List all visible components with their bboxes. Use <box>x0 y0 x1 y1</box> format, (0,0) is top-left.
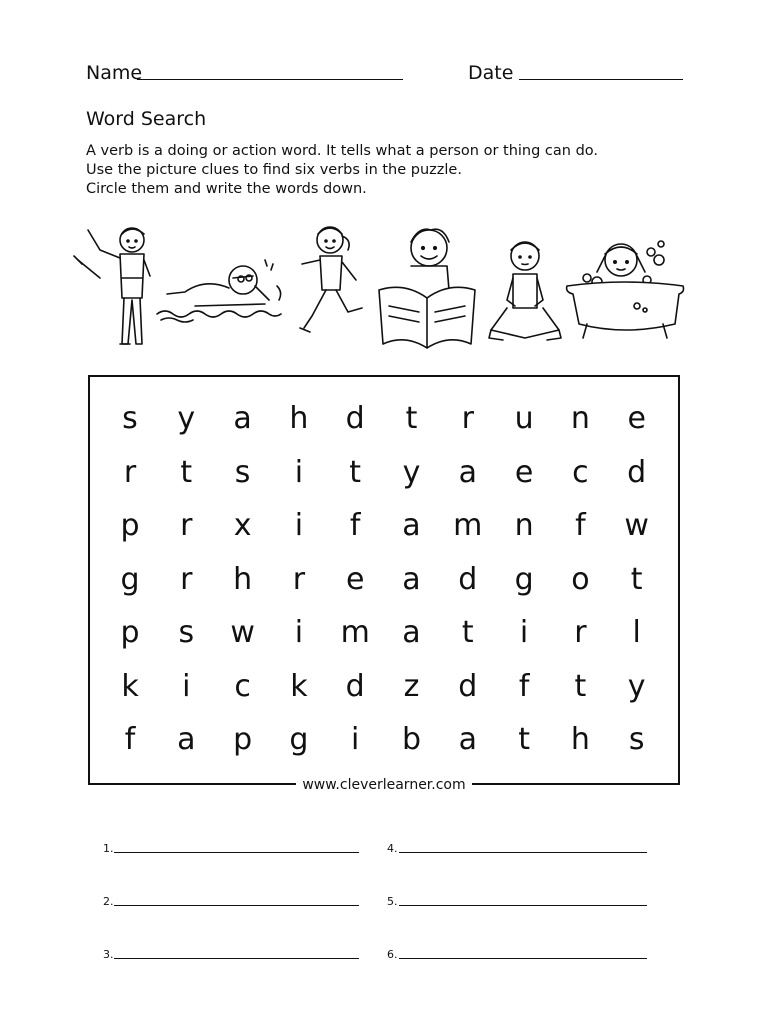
grid-letter[interactable]: i <box>182 668 191 704</box>
worksheet-title: Word Search <box>86 108 207 130</box>
grid-letter[interactable]: i <box>294 615 304 650</box>
grid-letter[interactable]: d <box>458 561 478 597</box>
grid-letter[interactable]: y <box>177 401 196 436</box>
grid-letter[interactable]: e <box>345 561 365 597</box>
grid-letter[interactable]: x <box>233 508 252 543</box>
date-label: Date <box>468 62 514 84</box>
grid-row <box>90 660 678 714</box>
grid-letter[interactable]: t <box>349 454 362 490</box>
grid-letter[interactable]: a <box>402 615 421 650</box>
grid-letter[interactable]: i <box>294 508 304 543</box>
grid-letter[interactable]: h <box>289 401 309 436</box>
word-search-grid[interactable] <box>88 375 680 785</box>
grid-letter[interactable]: w <box>624 508 649 543</box>
instruction-line: A verb is a doing or action word. It tells what a person or thing can do. <box>86 143 599 159</box>
grid-letter[interactable]: o <box>571 561 590 597</box>
answer-number: 6. <box>387 948 398 961</box>
answer-number: 5. <box>387 895 398 908</box>
grid-letter[interactable]: s <box>122 401 138 436</box>
bathing-child-icon <box>563 220 688 355</box>
grid-letter[interactable]: n <box>570 401 590 436</box>
answer-line[interactable] <box>399 852 647 853</box>
grid-letter[interactable]: h <box>233 561 253 597</box>
answer-line[interactable] <box>114 852 359 853</box>
grid-letter[interactable]: g <box>120 561 140 597</box>
website-url: www.cleverlearner.com <box>0 774 768 793</box>
answer-number: 3. <box>103 948 114 961</box>
grid-letter[interactable]: m <box>453 508 483 543</box>
grid-letter[interactable]: u <box>514 401 534 436</box>
answer-line[interactable] <box>399 958 647 959</box>
grid-letter[interactable]: i <box>519 615 529 650</box>
grid-row <box>90 446 678 500</box>
grid-letter[interactable]: e <box>514 454 534 490</box>
grid-letter[interactable]: c <box>572 454 589 490</box>
grid-letter[interactable]: r <box>574 615 587 650</box>
grid-letter[interactable]: y <box>402 454 421 490</box>
date-line[interactable] <box>519 79 683 80</box>
grid-letter[interactable]: a <box>458 454 477 490</box>
swimming-child-icon <box>155 220 285 355</box>
name-line[interactable] <box>137 79 403 80</box>
grid-letter[interactable]: d <box>345 401 365 436</box>
grid-letter[interactable]: r <box>180 508 193 543</box>
grid-letter[interactable]: r <box>292 561 306 597</box>
grid-letter[interactable]: t <box>630 561 643 597</box>
grid-letter[interactable]: c <box>234 668 251 704</box>
grid-letter[interactable]: a <box>177 722 196 757</box>
grid-letter[interactable]: b <box>401 722 422 757</box>
grid-letter[interactable]: a <box>233 401 252 436</box>
grid-row <box>90 553 678 607</box>
grid-letter[interactable]: l <box>632 615 641 650</box>
instruction-line: Use the picture clues to find six verbs in the puzzle. <box>86 162 462 178</box>
kicking-child-icon <box>70 220 155 355</box>
grid-letter[interactable]: p <box>233 722 253 757</box>
grid-letter[interactable]: d <box>627 454 647 490</box>
sitting-child-icon <box>485 220 565 355</box>
grid-letter[interactable]: p <box>120 508 140 543</box>
grid-letter[interactable]: i <box>294 454 304 490</box>
grid-letter[interactable]: g <box>514 561 534 597</box>
grid-letter[interactable]: i <box>351 722 360 757</box>
grid-row <box>90 499 678 553</box>
answer-line[interactable] <box>399 905 647 906</box>
grid-letter[interactable]: r <box>180 561 193 597</box>
grid-letter[interactable]: m <box>340 615 370 650</box>
grid-letter[interactable]: s <box>234 454 251 490</box>
grid-letter[interactable]: f <box>124 722 136 757</box>
running-child-icon <box>292 220 372 355</box>
picture-clues <box>70 220 700 355</box>
grid-letter[interactable]: a <box>402 561 421 597</box>
grid-letter[interactable]: s <box>628 722 645 757</box>
grid-letter[interactable]: k <box>121 668 139 704</box>
grid-letter[interactable]: d <box>458 668 478 704</box>
answer-line[interactable] <box>114 958 359 959</box>
answer-number: 4. <box>387 842 398 855</box>
grid-letter[interactable]: a <box>402 508 421 543</box>
grid-letter[interactable]: f <box>518 668 530 704</box>
grid-letter[interactable]: t <box>180 454 193 490</box>
grid-letter[interactable]: t <box>405 401 418 436</box>
grid-letter[interactable]: n <box>514 508 534 543</box>
grid-letter[interactable]: g <box>289 722 309 757</box>
grid-letter[interactable]: y <box>627 668 646 704</box>
grid-letter[interactable]: r <box>461 401 474 436</box>
answer-number: 1. <box>103 842 114 855</box>
grid-letter[interactable]: r <box>123 454 137 490</box>
grid-letter[interactable]: t <box>574 668 587 704</box>
grid-letter[interactable]: w <box>230 615 255 650</box>
grid-letter[interactable]: h <box>570 722 590 757</box>
grid-letter[interactable]: e <box>627 401 646 436</box>
grid-letter[interactable]: f <box>575 508 586 543</box>
name-label: Name <box>86 62 143 84</box>
grid-letter[interactable]: f <box>349 508 361 543</box>
reading-child-icon <box>375 220 480 355</box>
grid-row <box>90 392 678 446</box>
grid-letter[interactable]: t <box>461 615 474 650</box>
grid-letter[interactable]: a <box>458 722 477 757</box>
grid-letter[interactable]: s <box>178 615 195 650</box>
grid-letter[interactable]: d <box>345 668 365 704</box>
answer-line[interactable] <box>114 905 359 906</box>
grid-letter[interactable]: p <box>120 615 140 650</box>
grid-letter[interactable]: t <box>518 722 530 757</box>
grid-letter[interactable]: z <box>403 668 420 704</box>
grid-letter[interactable]: k <box>290 668 308 704</box>
grid-row <box>90 606 678 660</box>
answer-number: 2. <box>103 895 114 908</box>
instruction-line: Circle them and write the words down. <box>86 181 367 197</box>
grid-row <box>90 713 678 767</box>
